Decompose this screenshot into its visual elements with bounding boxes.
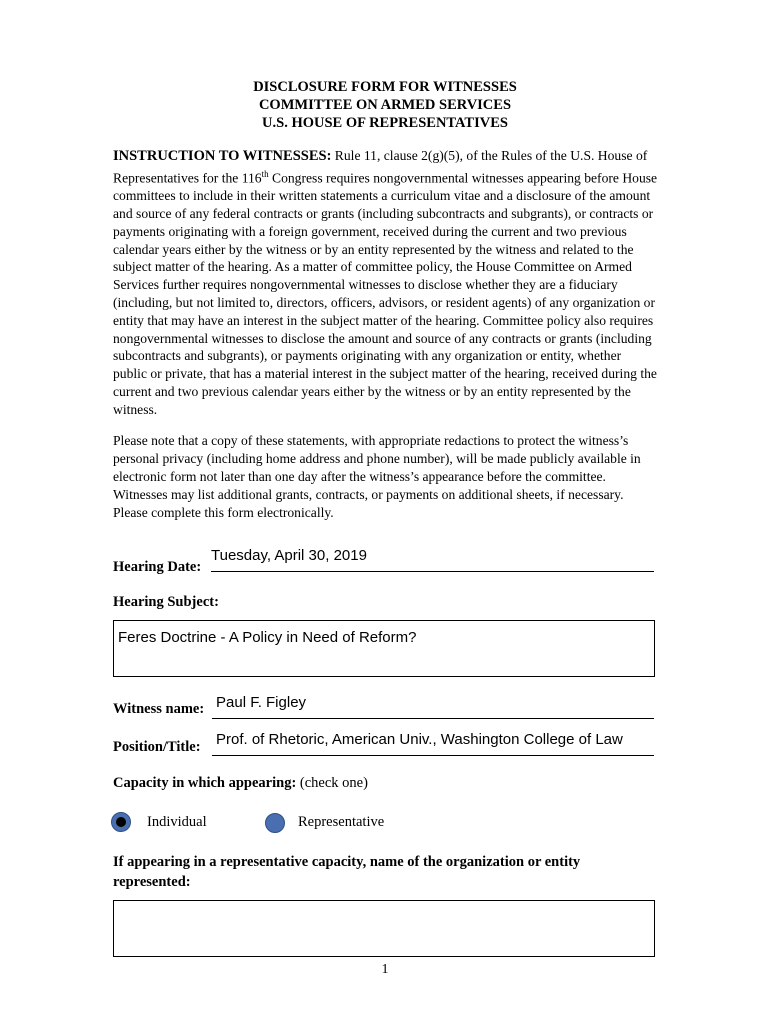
capacity-label-text: Capacity in which appearing: <box>113 775 297 791</box>
hearing-date-underline <box>211 571 654 572</box>
hearing-subject-value: Feres Doctrine - A Policy in Need of Reform? <box>118 629 417 646</box>
witness-name-label: Witness name: <box>113 701 205 717</box>
organization-box[interactable] <box>113 900 655 957</box>
capacity-hint: (check one) <box>296 775 368 791</box>
organization-label-line-1: If appearing in a representative capacity, name of the organization or entity <box>113 854 581 870</box>
instructions-heading: INSTRUCTION TO WITNESSES: <box>113 148 332 164</box>
instructions-superscript: th <box>261 168 269 179</box>
position-title-field[interactable]: Prof. of Rhetoric, American Univ., Washington College of Law <box>216 731 623 748</box>
instructions-paragraph-2: Please note that a copy of these statements, with appropriate redactions to protect the witness’s personal privacy (including home address and phone number), will be made publicly available in electronic form not later than one day after the witness’s appearance before the committee. Witnesses may list additional grants, contracts, or payments on additional sheets, if necessary. Please complete this form electronically. <box>113 433 641 520</box>
position-title-underline <box>212 755 654 756</box>
instructions-paragraph-1 <box>113 147 658 418</box>
capacity-label <box>113 775 368 792</box>
organization-label-line-2: represented: <box>113 874 191 890</box>
individual-radio[interactable] <box>111 812 131 832</box>
hearing-subject-label: Hearing Subject: <box>113 594 219 610</box>
witness-name-field[interactable]: Paul F. Figley <box>216 694 307 711</box>
page-number: 1 <box>381 962 389 977</box>
organization-label <box>113 852 580 892</box>
hearing-date-label: Hearing Date: <box>113 559 202 575</box>
title-line-3: U.S. HOUSE OF REPRESENTATIVES <box>262 115 508 131</box>
representative-radio-label: Representative <box>298 814 385 830</box>
form-title <box>0 78 770 132</box>
instructions-section <box>113 147 658 535</box>
hearing-date-field[interactable]: Tuesday, April 30, 2019 <box>211 547 367 564</box>
position-title-label: Position/Title: <box>113 739 201 755</box>
instructions-text-b: Congress requires nongovernmental witnesses appearing before House committees to include in their written statements a curriculum vitae and a disclosure of the amount and source of any federal contracts or grants (including subcontracts and subgrants), or contracts or payments originating with a foreign government, received during the current and two previous calendar years either by the witness or by an entity represented by the witness and related to the subject matter of the hearing. As a matter of committee policy, the House Committee on Armed Services further requires nongovernmental witnesses to disclose whether they are a fiduciary (including, but not limited to, directors, officers, advisors, or resident agents) of any organization or entity that may have an interest in the subject matter of the hearing. Committee policy also requires nongovernmental witnesses to disclose the amount and source of any contracts or grants (including subcontracts and subgrants), or payments originating with any organization or entity, whether public or private, that has a material interest in the subject matter of the hearing, received during the current and two previous calendar years either by the witness or by an entity represented by the witness. <box>113 170 658 417</box>
hearing-subject-box[interactable] <box>113 620 655 677</box>
representative-radio[interactable] <box>265 813 285 833</box>
witness-name-underline <box>212 718 654 719</box>
instructions-text-a: Rule 11, clause 2(g)(5), of the Rules of the U.S. House of Representatives for the 116 <box>113 148 648 186</box>
title-line-2: COMMITTEE ON ARMED SERVICES <box>258 97 512 113</box>
individual-radio-label: Individual <box>147 814 207 830</box>
title-line-1: DISCLOSURE FORM FOR WITNESSES <box>253 79 517 95</box>
